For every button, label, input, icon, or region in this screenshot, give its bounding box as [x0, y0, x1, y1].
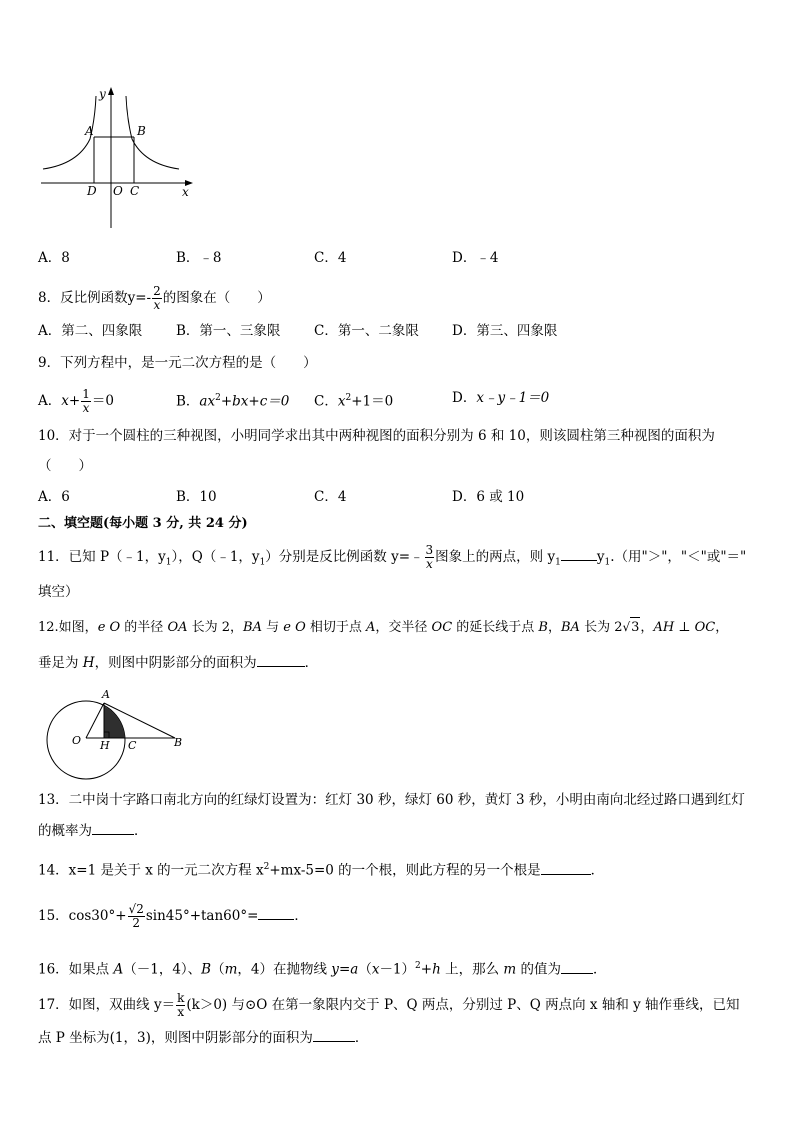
q17-fraction — [176, 992, 185, 1019]
q8-option-a: A．第二、四象限 — [38, 323, 143, 339]
q9-d-expr: x﹣y﹣1＝0 — [476, 390, 550, 406]
q9-a-post: ＝0 — [91, 393, 114, 409]
q16-blank[interactable] — [561, 961, 593, 974]
label-b: B — [137, 124, 146, 138]
q15-a: 15．cos30°+ — [38, 908, 127, 924]
circle-o — [47, 701, 125, 779]
q12-line2-a: 垂足为 — [38, 655, 83, 671]
q15-line — [38, 903, 308, 930]
sqrt-symbol: √ — [622, 620, 631, 634]
q16-j: a — [350, 961, 359, 978]
q12-line2-c: ，则图中阴影部分的面积为 — [94, 655, 257, 671]
q14-a: 14．x=1 是关于 x 的一元二次方程 x — [38, 862, 264, 879]
q11-line2: 填空） — [38, 584, 79, 600]
shaded-region — [104, 706, 125, 738]
q11-pre: 11．已知 P（﹣1，y — [38, 549, 166, 565]
q16-e: （ — [211, 961, 225, 978]
q12-t: AH ⊥ OC — [653, 620, 716, 635]
q9-option-a — [38, 388, 114, 415]
fig-label-b: B — [174, 736, 183, 749]
q8-option-c: C．第一、二象限 — [314, 323, 419, 339]
q9-d-label: D． — [452, 390, 477, 406]
q8-frac-den: x — [153, 298, 161, 312]
q12-line2-b: H — [82, 655, 95, 671]
q7-option-b: B．﹣8 — [176, 250, 222, 266]
q11-sub4: 1 — [604, 557, 611, 568]
fig-label-h: H — [100, 739, 110, 752]
label-x: x — [182, 185, 189, 199]
q12-blank[interactable] — [257, 654, 305, 667]
y-axis-arrow — [108, 87, 114, 95]
q9-b-rest: +bx+c＝0 — [220, 393, 290, 410]
q8-prefix: 8．反比例函数y=- — [38, 290, 152, 306]
q12-m: 的延长线于点 — [452, 620, 539, 635]
q15-num: √2 — [128, 902, 144, 916]
circle-tangent-figure — [38, 686, 198, 806]
q8-option-b: B．第一、三象限 — [176, 323, 281, 339]
q17-line2 — [38, 1028, 368, 1048]
q17-b: (k＞0) 与⊙O 在第一象限内交于 P、Q 两点，分别过 P、Q 两点向 x 轴和 y 轴作垂线，已知 — [186, 997, 740, 1013]
q15-blank[interactable] — [258, 907, 294, 920]
hyperbola-figure — [38, 84, 203, 234]
q12-k: ，交半径 — [375, 620, 432, 635]
q9-a-x: x — [61, 393, 69, 409]
q13-line2-a: 的概率为 — [38, 823, 92, 839]
q13-blank[interactable] — [92, 822, 134, 835]
q9-stem: 9．下列方程中，是一元二次方程的是（ ） — [38, 355, 317, 371]
fig-label-c: C — [128, 739, 137, 752]
q8-stem — [38, 285, 271, 312]
q12-g: 与 — [261, 620, 284, 635]
q15-b: sin45°+tan60°= — [145, 908, 259, 924]
q9-c-sup: 2 — [345, 393, 352, 403]
q16-i: = — [338, 961, 351, 978]
q15-fraction — [128, 903, 145, 930]
q12-s: ， — [640, 620, 654, 635]
q9-a-num: 1 — [82, 387, 90, 401]
q16-h: y — [331, 961, 339, 978]
q16-line — [38, 956, 606, 980]
q9-a-fraction — [81, 388, 91, 415]
q12-l: OC — [431, 620, 453, 635]
section-heading: 二、填空题(每小题 3 分, 共 24 分) — [38, 516, 248, 531]
q7-option-c: C．4 — [314, 250, 347, 266]
q16-c: （－1，4）、 — [123, 961, 202, 978]
fig-label-o: O — [72, 734, 82, 747]
q15-den: 2 — [132, 916, 140, 930]
q11-fraction — [425, 544, 435, 571]
q12-r: 3 — [630, 617, 640, 638]
q11-post: .（用"＞"，"＜"或"＝" — [610, 549, 747, 565]
label-y: y — [99, 87, 106, 101]
q16-s: ． — [592, 961, 607, 978]
q12-c: 的半径 — [120, 620, 168, 635]
q10-option-c: C．4 — [314, 489, 347, 505]
label-c: C — [130, 184, 140, 198]
label-o: O — [113, 184, 123, 198]
q12-e: 长为 2， — [187, 620, 244, 635]
q12-i: 相切于点 — [305, 620, 366, 635]
q9-option-d — [452, 388, 549, 408]
q12-o: ， — [547, 620, 561, 635]
q13-line2 — [38, 821, 148, 841]
q10-stem: 10．对于一个圆柱的三种视图，小明同学求出其中两种视图的面积分别为 6 和 10，则该圆柱第三种视图的面积为 — [38, 428, 715, 444]
q10-option-b: B．10 — [176, 489, 217, 505]
q16-o: h — [432, 961, 441, 978]
q11-den: x — [425, 557, 433, 571]
q14-blank[interactable] — [541, 862, 591, 875]
q12-line2-d: ． — [304, 655, 319, 671]
q9-b-label: B． — [176, 393, 200, 410]
q8-frac-num: 2 — [153, 284, 161, 298]
q12-u: ， — [715, 620, 729, 635]
label-d: D — [87, 184, 97, 198]
q12-line2 — [38, 653, 318, 673]
q9-b-expr: ax — [199, 393, 216, 410]
q16-l: x — [371, 961, 380, 978]
q16-k: （ — [358, 961, 372, 978]
q12-n: B — [538, 620, 548, 635]
q11-sub3: 1 — [555, 557, 561, 568]
q14-c: ． — [590, 862, 605, 879]
q9-option-b — [176, 388, 289, 412]
q17-line1 — [38, 992, 740, 1019]
fig-label-a: A — [102, 688, 110, 701]
segment-oa — [86, 703, 104, 738]
q10-option-a: A．6 — [38, 489, 70, 505]
q16-f: m — [224, 961, 238, 978]
q11-mid4: y — [596, 549, 605, 565]
q11-mid2: ）分别是反比例函数 y=﹣ — [265, 549, 424, 565]
q8-option-d: D．第三、四象限 — [452, 323, 558, 339]
label-a: A — [85, 124, 94, 138]
q11-mid3: 图象上的两点，则 y — [435, 549, 556, 565]
q13-line1: 13．二中岗十字路口南北方向的红绿灯设置为：红灯 30 秒，绿灯 60 秒，黄灯 3 秒，小明由南向北经过路口遇到红灯 — [38, 792, 745, 808]
q13-line2-b: ． — [134, 823, 148, 839]
q7-option-d: D．﹣4 — [452, 250, 499, 266]
q11-sub2: 1 — [259, 557, 266, 568]
q12-q: 长为 2 — [579, 620, 623, 635]
q9-option-c — [314, 388, 393, 412]
q16-d: B — [201, 961, 212, 978]
q8-fraction — [152, 285, 162, 312]
q11-num: 3 — [425, 543, 434, 557]
q9-a-plus: + — [68, 393, 81, 409]
q16-m: －1） — [379, 961, 416, 978]
q9-c-expr: x — [337, 393, 346, 410]
q9-a-den: x — [82, 401, 90, 415]
q12-b: e O — [97, 620, 121, 635]
q17-blank[interactable] — [313, 1029, 355, 1042]
q16-sup: 2 — [415, 961, 421, 971]
q11-line1 — [38, 544, 746, 573]
q16-r: 的值为 — [516, 961, 561, 978]
q16-a: 16．如果点 — [38, 961, 114, 978]
q12-a: 12.如图， — [38, 620, 98, 635]
q10-paren: （ ） — [38, 458, 92, 474]
q12-j: A — [366, 620, 376, 635]
q14-line — [38, 857, 604, 881]
q16-g: ，4）在抛物线 — [237, 961, 332, 978]
q12-line1 — [38, 617, 728, 638]
q9-b-sup: 2 — [215, 393, 221, 403]
q8-suffix: 的图象在（ ） — [162, 290, 271, 306]
q16-n: + — [420, 961, 433, 978]
q16-p: 上，那么 — [440, 961, 504, 978]
q9-a-label: A． — [38, 393, 62, 409]
q14-sup: 2 — [263, 862, 270, 872]
q12-f: BA — [243, 620, 262, 635]
q17-num: k — [177, 991, 185, 1005]
q17-line2-b: ． — [354, 1030, 369, 1046]
q17-a: 17．如图，双曲线 y＝ — [38, 997, 176, 1013]
q17-den: x — [177, 1005, 185, 1019]
q17-line2-a: 点 P 坐标为(1，3)，则图中阴影部分的面积为 — [38, 1030, 313, 1046]
q16-q: m — [503, 961, 517, 978]
q9-c-label: C． — [314, 393, 338, 410]
q14-b: +mx-5=0 的一个根，则此方程的另一个根是 — [269, 862, 541, 879]
q12-h: e O — [283, 620, 306, 635]
q10-option-d: D．6 或 10 — [452, 489, 525, 505]
q7-option-a: A．8 — [38, 250, 70, 266]
q12-p: BA — [560, 620, 580, 635]
q16-b: A — [113, 961, 124, 978]
q15-c: ． — [294, 908, 308, 924]
q9-c-rest: +1＝0 — [351, 393, 394, 410]
q11-sub1: 1 — [165, 557, 172, 568]
q11-blank[interactable] — [561, 548, 597, 561]
q11-mid1: ），Q（﹣1，y — [171, 549, 260, 565]
q12-d: OA — [167, 620, 188, 635]
